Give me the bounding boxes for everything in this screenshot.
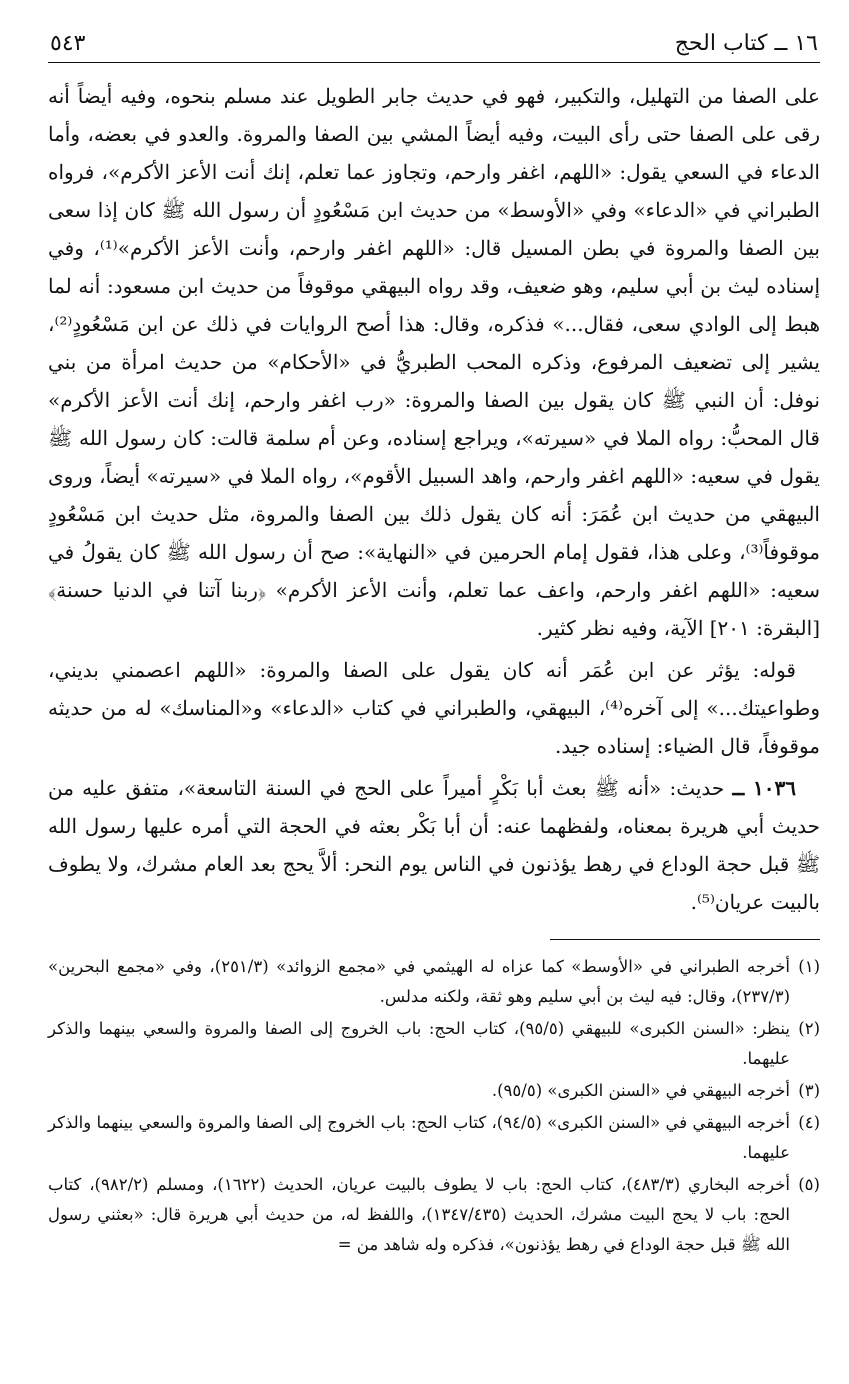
footnote [48, 1108, 820, 1168]
hadith-entry [48, 769, 820, 921]
page-number: ٥٤٣ [50, 31, 86, 56]
footnote [48, 1076, 820, 1106]
footnote-text: أخرجه البيهقي في «السنن الكبرى» (٩٥/٥). [491, 1081, 790, 1100]
footnote-separator [550, 939, 820, 940]
hadith-text: حديث: «أنه ﷺ بعث أبا بَكْرٍ أميراً على الحج في السنة التاسعة»، متفق عليه من حديث أبي هريرة بمعناه، ولفظهما عنه: أن أبا بَكْر بعثه في الحجة التي أمره عليها رسول الله ﷺ قبل حجة الوداع في رهط يؤذنون في الناس يوم النحر: ألاَّ يحج بعد العام مشرك، ولا يطوف بالبيت عريان⁽⁵⁾. [48, 776, 820, 914]
footnote-mark: (٤) [798, 1113, 820, 1132]
footnotes [48, 952, 820, 1260]
chapter-title: ١٦ ــ كتاب الحج [674, 31, 818, 56]
running-header [48, 30, 820, 63]
footnote [48, 952, 820, 1012]
footnote-text: ينظر: «السنن الكبرى» للبيهقي (٩٥/٥)، كتاب الحج: باب الخروج إلى الصفا والمروة والسعي بينهما والذكر عليهما. [48, 1019, 790, 1068]
footnote-mark: (٢) [798, 1019, 820, 1038]
footnote-mark: (٥) [798, 1175, 820, 1194]
book-page [48, 30, 820, 1262]
paragraph: على الصفا من التهليل، والتكبير، فهو في حديث جابر الطويل عند مسلم بنحوه، وفيه أيضاً أنه رقى على الصفا حتى رأى البيت، وفيه أيضاً المشي بين الصفا والمروة. والعدو في بعضه، وأما الدعاء في السعي يقول: «اللهم، اغفر وارحم، وتجاوز عما تعلم، إنك أنت الأعز الأكرم»، فرواه الطبراني في «الدعاء» وفي «الأوسط» من حديث ابن مَسْعُودٍ أن رسول الله ﷺ كان إذا سعى بين الصفا والمروة في بطن المسيل قال: «اللهم اغفر وارحم، وأنت الأعز الأكرم»⁽¹⁾، وفي إسناده ليث بن أبي سليم، وهو ضعيف، وقد رواه البيهقي موقوفاً من حديث ابن مسعود: أنه لما هبط إلى الوادي سعى، فقال...» فذكره، وقال: هذا أصح الروايات في ذلك عن ابن مَسْعُودٍ⁽²⁾، يشير إلى تضعيف المرفوع، وذكره المحب الطبريُّ في «الأحكام» من حديث امرأة من بني نوفل: أن النبي ﷺ كان يقول بين الصفا والمروة: «رب اغفر وارحم، إنك أنت الأعز الأكرم» قال المحبُّ: رواه الملا في «سيرته»، ويراجع إسناده، وعن أم سلمة قالت: كان رسول الله ﷺ يقول في سعيه: «اللهم اغفر وارحم، واهد السبيل الأقوم»، رواه الملا في «سيرته» أيضاً، وروى البيهقي من حديث ابن عُمَرَ: أنه كان يقول ذلك بين الصفا والمروة، مثل حديث ابن مَسْعُودٍ موقوفاً⁽³⁾، وعلى هذا، فقول إمام الحرمين في «النهاية»: صح أن رسول الله ﷺ كان يقولُ في سعيه: «اللهم اغفر وارحم، واعف عما تعلم، وأنت الأعز الأكرم» ﴿ربنا آتنا في الدنيا حسنة﴾ [البقرة: ٢٠١] الآية، وفيه نظر كثير. [48, 84, 821, 640]
hadith-number: ١٠٣٦ ــ [732, 776, 796, 800]
main-text [48, 77, 820, 921]
footnote-text: أخرجه البيهقي في «السنن الكبرى» (٩٤/٥)، كتاب الحج: باب الخروج إلى الصفا والمروة والسعي بينهما والذكر عليهما. [48, 1113, 790, 1162]
footnote-text: أخرجه الطبراني في «الأوسط» كما عزاه له الهيثمي في «مجمع الزوائد» (٢٥١/٣)، وفي «مجمع البحرين» (٢٣٧/٣)، وقال: فيه ليث بن أبي سليم وهو ثقة، ولكنه مدلس. [48, 957, 790, 1006]
footnote [48, 1170, 820, 1260]
footnote-mark: (٣) [798, 1081, 820, 1100]
footnote [48, 1014, 820, 1074]
paragraph: قوله: يؤثر عن ابن عُمَر أنه كان يقول على الصفا والمروة: «اللهم اعصمني بديني، وطواعيتك...» إلى آخره⁽⁴⁾، البيهقي، والطبراني في كتاب «الدعاء» و«المناسك» له من حديثه موقوفاً، قال الضياء: إسناده جيد. [48, 658, 820, 758]
footnote-mark: (١) [798, 957, 820, 976]
footnote-text: أخرجه البخاري (٤٨٣/٣)، كتاب الحج: باب لا يطوف بالبيت عريان، الحديث (١٦٢٢)، ومسلم (٩٨٢/٢)، كتاب الحج: باب لا يحج البيت مشرك، الحديث (١٣٤٧/٤٣٥)، واللفظ له، من حديث أبي هريرة قال: «بعثني رسول الله ﷺ قبل حجة الوداع في رهط يؤذنون»، فذكره وله شاهد من = [48, 1175, 790, 1254]
